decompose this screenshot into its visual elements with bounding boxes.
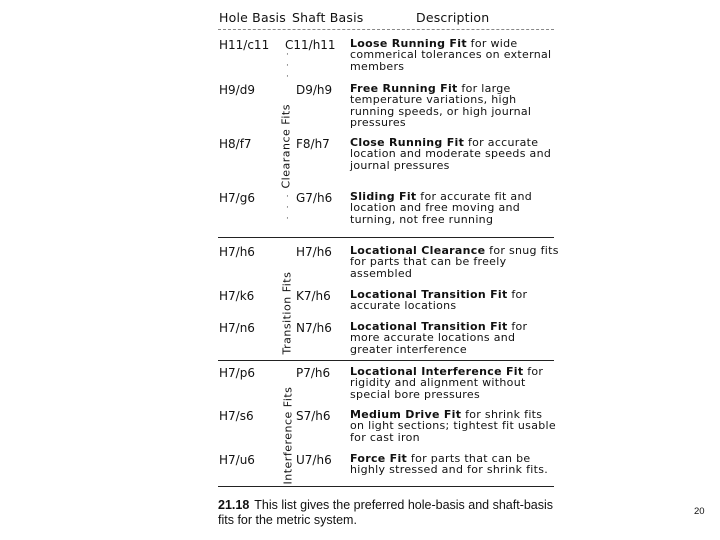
group-label-transition: Transition Fits [280,271,294,355]
description-cell [350,321,560,355]
hole-basis-cell: H7/p6 [219,366,255,380]
fit-name: Loose Running Fit [350,37,467,50]
section-divider-interference [218,360,554,361]
fit-name: Locational Transition Fit [350,320,508,333]
description-cell [350,245,560,279]
hole-basis-cell: H9/d9 [219,83,255,97]
hole-basis-cell: H7/s6 [219,409,254,423]
hole-basis-cell: H11/c11 [219,38,270,52]
fit-text: for large temperature variations, high running speeds, or high journal pressures [350,82,532,130]
fit-text: for accurate location and moderate speeds and journal pressures [350,136,552,172]
fit-text: for more accurate locations and greater interference [350,320,528,356]
hole-basis-cell: H7/u6 [219,453,255,467]
description-cell [350,366,560,400]
fit-name: Close Running Fit [350,136,465,149]
column-header-shaft-basis: Shaft Basis [292,10,364,25]
hole-basis-cell: H7/k6 [219,289,255,303]
fit-text: for parts that can be highly stressed and for shrink fits. [350,452,549,477]
shaft-basis-cell: H7/h6 [296,245,332,259]
shaft-basis-cell: N7/h6 [296,321,332,335]
description-cell [350,191,560,225]
fit-name: Locational Clearance [350,244,486,257]
shaft-basis-cell: U7/h6 [296,453,332,467]
hole-basis-cell: H7/h6 [219,245,255,259]
column-header-hole-basis: Hole Basis [219,10,286,25]
shaft-basis-cell: P7/h6 [296,366,331,380]
fit-text: for snug fits for parts that can be freely assembled [350,244,559,280]
fit-text: for accurate locations [350,288,528,313]
caption-text: This list gives the preferred hole-basis and shaft-basis fits for the metric system. [218,498,554,527]
fit-name: Medium Drive Fit [350,408,462,421]
hole-basis-cell: H7/g6 [219,191,255,205]
shaft-basis-cell: D9/h9 [296,83,333,97]
leader-dots: · · · [286,50,289,82]
leader-dots: · · · [286,192,289,224]
hole-basis-cell: H8/f7 [219,137,252,151]
group-label-interference: Interference Fits [281,386,295,485]
column-header-description: Description [416,10,490,25]
description-cell [350,409,560,443]
shaft-basis-cell: K7/h6 [296,289,331,303]
fit-name: Sliding Fit [350,190,417,203]
figure-caption [218,498,563,528]
fit-text: for rigidity and alignment without special bore pressures [350,365,544,401]
shaft-basis-cell: G7/h6 [296,191,333,205]
fit-text: for accurate fit and location and free moving and turning, not free running [350,190,532,226]
fit-text: for wide commerical tolerances on external members [350,37,552,73]
figure-number: 21.18 [218,498,250,512]
description-cell [350,38,560,72]
description-cell [350,137,560,171]
page-number: 20 [694,506,705,517]
description-cell [350,83,560,129]
shaft-basis-cell: F8/h7 [296,137,330,151]
fit-name: Locational Transition Fit [350,288,508,301]
fit-name: Locational Interference Fit [350,365,524,378]
group-label-clearance: Clearance Fits [279,104,293,189]
fit-name: Free Running Fit [350,82,458,95]
shaft-basis-cell: C11/h11 [285,38,336,52]
hole-basis-cell: H7/n6 [219,321,255,335]
header-rule [218,29,554,30]
table-bottom-rule [218,486,554,487]
section-divider-transition [218,237,554,238]
shaft-basis-cell: S7/h6 [296,409,331,423]
fit-text: for shrink fits on light sections; tightest fit usable for cast iron [350,408,556,444]
description-cell [350,453,560,476]
fit-name: Force Fit [350,452,408,465]
description-cell [350,289,560,312]
